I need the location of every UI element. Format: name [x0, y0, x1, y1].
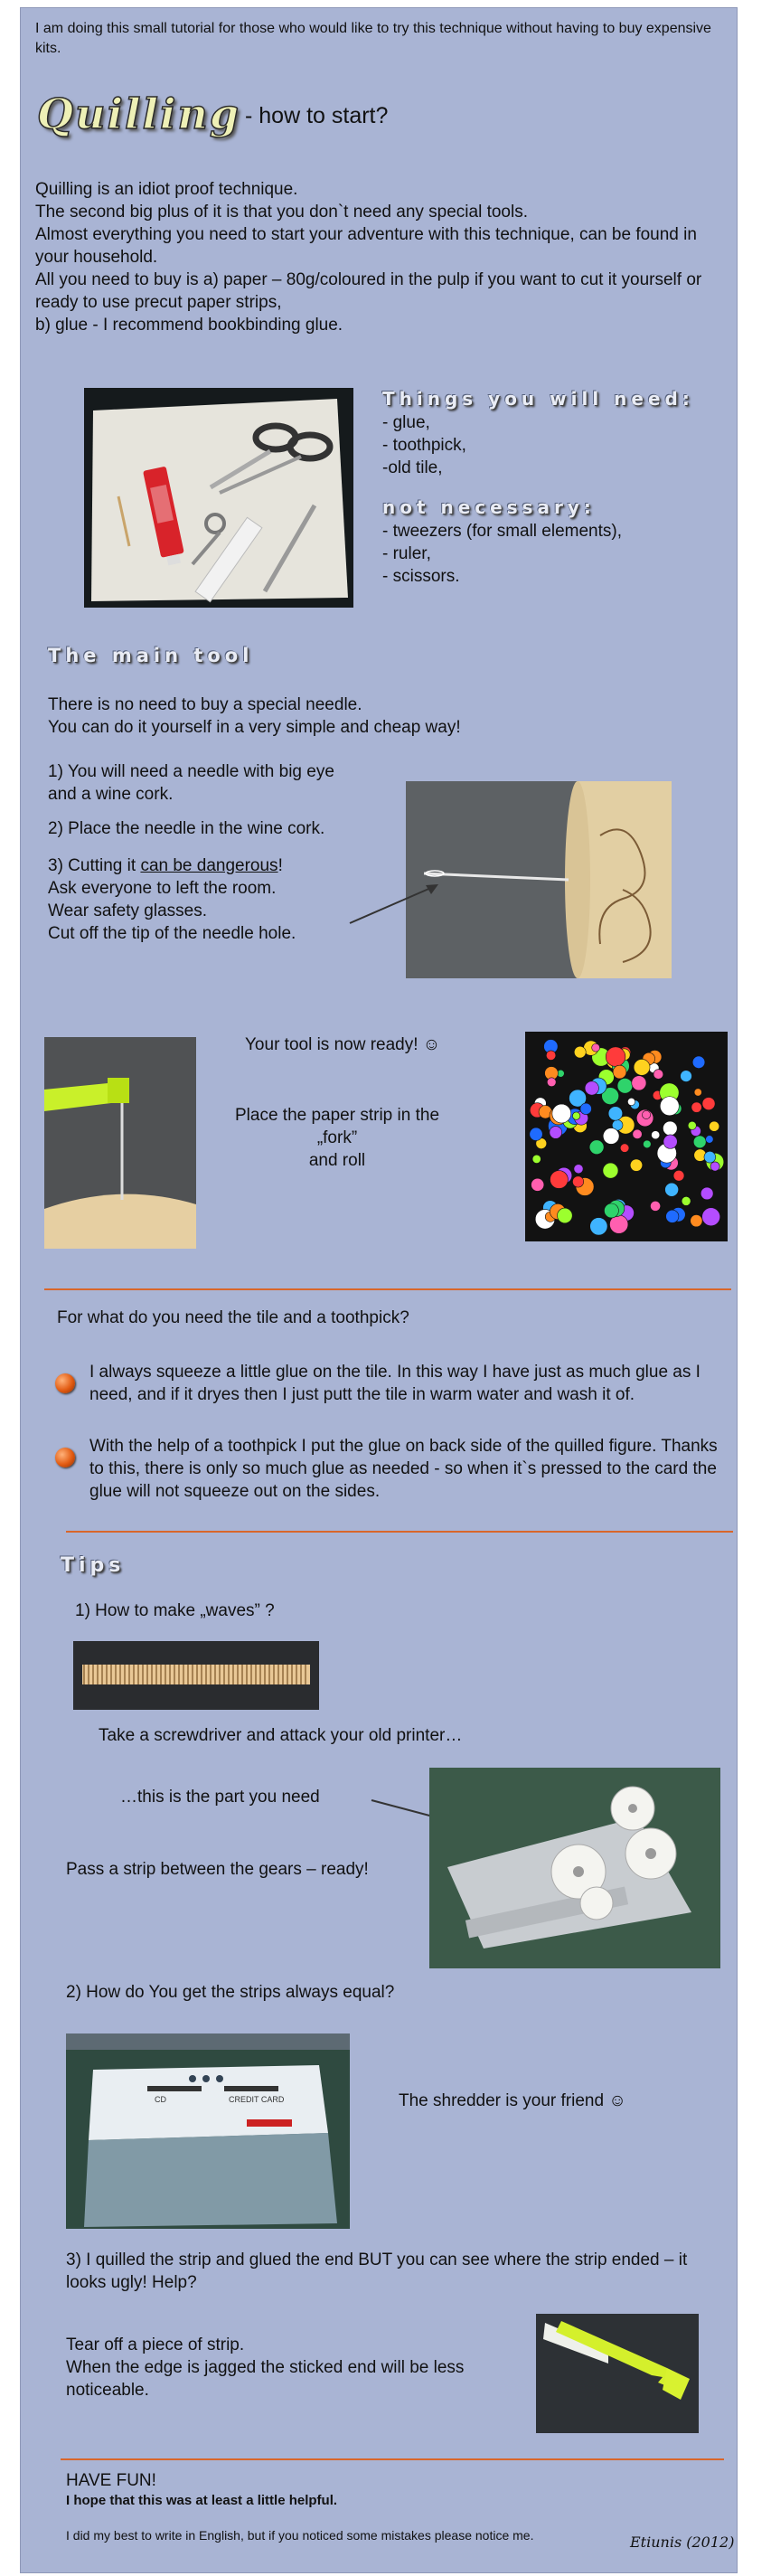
paper-coil: [653, 1070, 663, 1080]
tip-3-question: 3) I quilled the strip and glued the end BUT you can see where the strip ended – it looks ugly! Help?: [66, 2250, 688, 2292]
printer-gears-photo: [429, 1768, 720, 1968]
paper-coil: [550, 1171, 568, 1189]
divider-1: [44, 1288, 731, 1290]
paper-coil: [606, 1047, 625, 1067]
tile-question: For what do you need the tile and a toothpick?: [57, 1308, 409, 1327]
credit-card-slot-label: CREDIT CARD: [229, 2095, 285, 2104]
step-2: 2) Place the needle in the wine cork.: [48, 819, 325, 838]
paper-coil: [589, 1140, 604, 1155]
place-strip-text: Place the paper strip in the „fork” and roll: [234, 1106, 440, 1170]
coils-photo: [525, 1032, 728, 1241]
not-necessary-heading: not necessary:: [382, 496, 596, 518]
paper-coil: [688, 1121, 696, 1129]
things-needed-heading: Things you will need:: [382, 388, 694, 410]
paper-coil: [634, 1059, 650, 1075]
paper-coil: [546, 1051, 556, 1061]
paper-coil: [682, 1196, 691, 1205]
paper-coil: [552, 1104, 571, 1123]
bullet-icon: [55, 1448, 75, 1467]
paper-coil: [580, 1103, 591, 1114]
tools-photo: [84, 388, 353, 608]
step-3-warning: can be dangerous: [140, 856, 278, 875]
paper-coil: [620, 1144, 629, 1153]
step-3-suffix: !: [277, 856, 283, 875]
intro-paragraph: Quilling is an idiot proof technique. The second big plus of it is that you don`t need any special tools. Almost everything you need to start your adventure with this technique, can be found in your household. All you need to buy is a) paper – 80g/coloured in the pulp if you want to cut it yourself or ready to use precut paper strips, b) glue - I recommend bookbinding glue.: [35, 180, 702, 335]
cd-slot-label: CD: [155, 2095, 166, 2104]
paper-coil: [709, 1121, 719, 1131]
tile-bullet-1: I always squeeze a little glue on the tile. In this way I have just as much glue as I need, and if it dryes then I just putt the tile in warm water and wash it of.: [89, 1363, 700, 1404]
divider-2: [66, 1531, 733, 1533]
wavy-strip: [82, 1665, 310, 1684]
tear-strip-text: Tear off a piece of strip. When the edge is jagged the sticked end will be less noticeable.: [66, 2335, 465, 2400]
paper-coil: [665, 1183, 679, 1196]
step-3-prefix: 3) Cutting it: [48, 856, 141, 875]
paper-coil: [590, 1218, 607, 1235]
paper-coil: [691, 1215, 702, 1227]
main-tool-heading: The main tool: [48, 645, 254, 666]
paper-coil: [660, 1097, 679, 1116]
step-1: 1) You will need a needle with big eye and a wine cork.: [48, 762, 334, 804]
tip-1-question: 1) How to make „waves” ?: [75, 1601, 275, 1620]
paper-coil: [550, 1127, 562, 1139]
paper-coil: [650, 1201, 660, 1211]
paper-coil: [585, 1081, 598, 1095]
tutorial-page: [20, 7, 738, 2573]
main-tool-intro: There is no need to buy a special needle. You can do it yourself in a very simple and cheap way!: [48, 695, 461, 737]
needle-cork-photo: [406, 781, 672, 978]
paper-coil: [604, 1203, 618, 1218]
paper-coil: [627, 1098, 635, 1105]
paper-coil: [574, 1165, 583, 1174]
shredder-photo: [66, 2033, 350, 2229]
paper-coil: [702, 1098, 715, 1110]
paper-coil: [572, 1176, 583, 1187]
paper-coil: [532, 1155, 541, 1163]
quilling-logo: Quilling: [37, 90, 241, 138]
helpful-text: I hope that this was at least a little helpful.: [66, 2493, 338, 2508]
paper-coil: [666, 1210, 679, 1222]
paper-coil: [531, 1178, 544, 1191]
paper-fork-photo: [44, 1037, 196, 1249]
paper-coil: [613, 1065, 626, 1079]
paper-coil: [617, 1078, 633, 1093]
intro-text: I am doing this small tutorial for those who would like to try this technique without having to buy expensive kits.: [35, 21, 711, 56]
paper-coil: [603, 1128, 619, 1145]
paper-coil: [706, 1136, 713, 1143]
signature: Etiunis (2012): [630, 2534, 735, 2551]
paper-coil: [572, 1112, 579, 1119]
paper-coil: [642, 1110, 650, 1118]
jagged-strip-photo: [536, 2314, 699, 2433]
paper-coil: [702, 1208, 720, 1226]
paper-coil: [592, 1043, 600, 1052]
paper-coil: [530, 1128, 542, 1140]
paper-coil: [608, 1107, 623, 1121]
pass-strip-text: Pass a strip between the gears – ready!: [66, 1860, 369, 1879]
step-3: [48, 854, 283, 877]
page-subtitle: - how to start?: [245, 103, 389, 128]
paper-coil: [632, 1076, 646, 1090]
paper-coil: [643, 1140, 651, 1148]
shredder-text: The shredder is your friend ☺: [399, 2091, 626, 2110]
step-3-details: Ask everyone to left the room. Wear safety glasses. Cut off the tip of the needle hole.: [48, 879, 296, 943]
tips-heading: Tips: [61, 1554, 126, 1577]
paper-coil: [692, 1056, 705, 1069]
things-needed-list: - glue, - toothpick, -old tile,: [382, 413, 466, 477]
tile-bullet-2: With the help of a toothpick I put the glue on back side of the quilled figure. Thanks to this, there is only so much glue as needed - so when it`s pressed to the card the glue will not squeeze out on the sides.: [89, 1437, 718, 1501]
paper-coil: [663, 1135, 677, 1148]
tool-ready-text: Your tool is now ready! ☺: [245, 1035, 441, 1054]
paper-coil: [603, 1163, 618, 1178]
divider-3: [61, 2458, 724, 2460]
paper-coil: [681, 1071, 692, 1082]
have-fun-text: HAVE FUN!: [66, 2471, 156, 2490]
tip-2-question: 2) How do You get the strips always equal?: [66, 1983, 395, 2002]
pointer-arrow-icon: [346, 876, 446, 930]
paper-coil: [704, 1151, 716, 1163]
paper-coil: [700, 1187, 713, 1200]
paper-coil: [574, 1046, 586, 1058]
paper-coil: [630, 1159, 642, 1171]
paper-coil: [663, 1121, 677, 1136]
paper-coil: [558, 1208, 573, 1223]
paper-coil: [673, 1170, 684, 1181]
bullet-icon: [55, 1373, 75, 1393]
not-necessary-list: - tweezers (for small elements), - ruler, - scissors.: [382, 522, 623, 586]
paper-coil: [547, 1078, 556, 1087]
waves-strip-photo: [73, 1641, 319, 1710]
paper-coil: [633, 1129, 642, 1138]
paper-coil: [710, 1162, 719, 1171]
english-note: I did my best to write in English, but if you noticed some mistakes please notice me.: [66, 2528, 534, 2543]
screwdriver-text: Take a screwdriver and attack your old printer…: [99, 1726, 463, 1745]
paper-coil: [694, 1089, 701, 1096]
paper-coil: [693, 1136, 706, 1148]
paper-coil: [691, 1102, 701, 1112]
part-text: …this is the part you need: [120, 1788, 320, 1807]
paper-coil: [652, 1131, 660, 1139]
